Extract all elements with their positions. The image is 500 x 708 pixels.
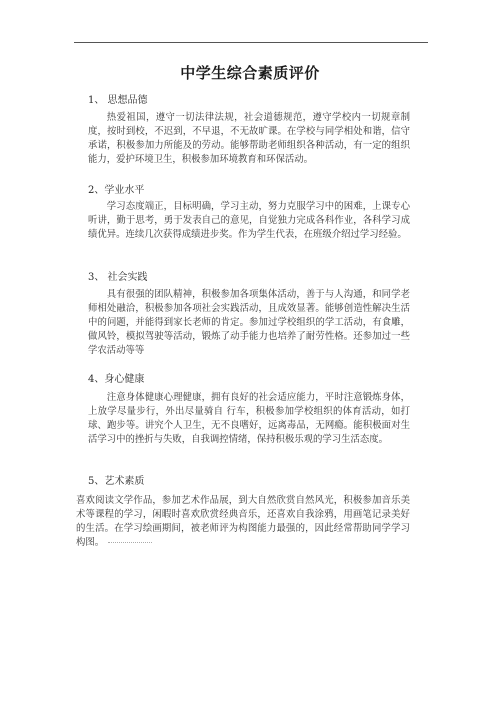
section-heading-1: 1、 思想品德 — [88, 95, 148, 106]
section-heading-2: 2、学业水平 — [88, 185, 145, 196]
section-text-4: 注意身体健康心理健康，拥有良好的社会适应能力，平时注意锻炼身体，上放学尽量步行，外出尽量骑自 行车，积极参加学校组织的体育活动，如打球、跑步等。讲究个人卫生，无不良嗜好，远离毒品，无网瘾。能积极面对生活学习中的挫折与失败，自我调控情绪，保持积极乐观的学习生活态度。 — [88, 392, 410, 445]
section-heading-4: 4、身心健康 — [88, 374, 145, 385]
section-heading-5: 5、艺术素质 — [88, 476, 145, 487]
section-heading-3: 3、 社会实践 — [88, 272, 148, 283]
section-text-5 — [76, 494, 410, 550]
section-text-5-content: 喜欢阅读文学作品，参加艺术作品展，到大自然欣赏自然风光，积极参加音乐美术等课程的学习，闲暇时喜欢欣赏经典音乐，还喜欢自我涂鸦，用画笔记录美好的生活。在学习绘画期间，被老师评为构图能力最强的，因此经常帮助同学学习构图。 — [76, 495, 410, 548]
dotted-line — [108, 542, 152, 543]
section-text-1: 热爱祖国，遵守一切法律法规，社会道德规范，遵守学校内一切规章制度，按时到校，不迟到，不早退，不无故旷课。在学校与同学相处和谐，信守承诺，积极参加力所能及的劳动。能够帮助老师组织各种活动，有一定的组织能力，爱护环境卫生，积极参加环境教育和环保活动。 — [88, 112, 410, 165]
section-text-2: 学习态度端正，目标明确，学习主动，努力克服学习中的困难，上课专心听讲，勤于思考，勇于发表自己的意见，自觉独力完成各科作业，各科学习成绩优异。连续几次获得成绩进步奖。作为学生代表，在班级介绍过学习经验。 — [88, 201, 410, 240]
page-title: 中学生综合素质评价 — [180, 64, 320, 82]
section-text-3: 具有很强的团队精神，积极参加各项集体活动，善于与人沟通，和同学老师相处融洽，积极参加各项社会实践活动，且成效显著。能够创造性解决生活中的问题，并能得到家长老师的肯定。参加过学校组织的学工活动，有食雕，做风铃，模拟驾驶等活动，锻炼了动手能力也培养了耐劳性格。还参加过一些学农活动等等 — [88, 289, 410, 356]
top-rule — [74, 42, 428, 43]
